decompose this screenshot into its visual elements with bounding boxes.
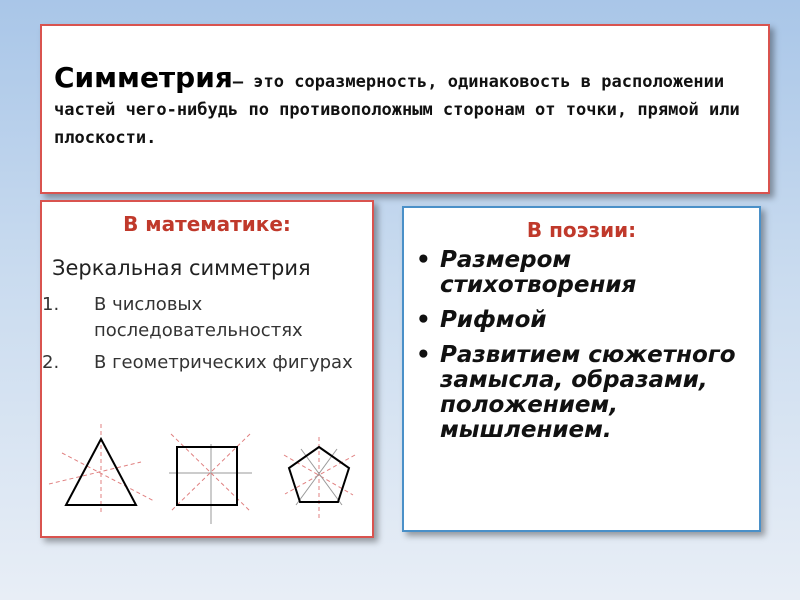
definition-term: Симметрия (54, 61, 233, 94)
list-item-number: 1. (42, 294, 60, 315)
list-item: • Развитием сюжетного замысла, образами, положением, мышлением. (404, 343, 759, 443)
math-box (40, 200, 374, 538)
definition-body: – это соразмерность, одинаковость в расположении частей чего-нибудь по противоположным сторонам от точки, прямой или плоскости. (54, 72, 740, 148)
square-icon (169, 434, 252, 524)
list-item-text: В геометрических фигурах (94, 352, 353, 373)
mirror-symmetry-label: Зеркальная симметрия (52, 256, 311, 280)
poetry-box (402, 206, 761, 532)
list-item: • Размером стихотворения (404, 248, 759, 298)
definition-box (40, 24, 770, 194)
triangle-icon (49, 424, 154, 513)
list-item-text: В числовых последовательностях (94, 294, 303, 341)
list-item-number: 2. (42, 352, 60, 373)
poetry-list (404, 248, 759, 443)
definition-text (54, 61, 754, 152)
list-item: • Рифмой (404, 308, 759, 333)
pentagon-icon (284, 437, 355, 518)
symmetry-figures (42, 202, 374, 538)
poetry-heading: В поэзии: (526, 218, 637, 242)
math-heading: В математике: (123, 212, 291, 236)
